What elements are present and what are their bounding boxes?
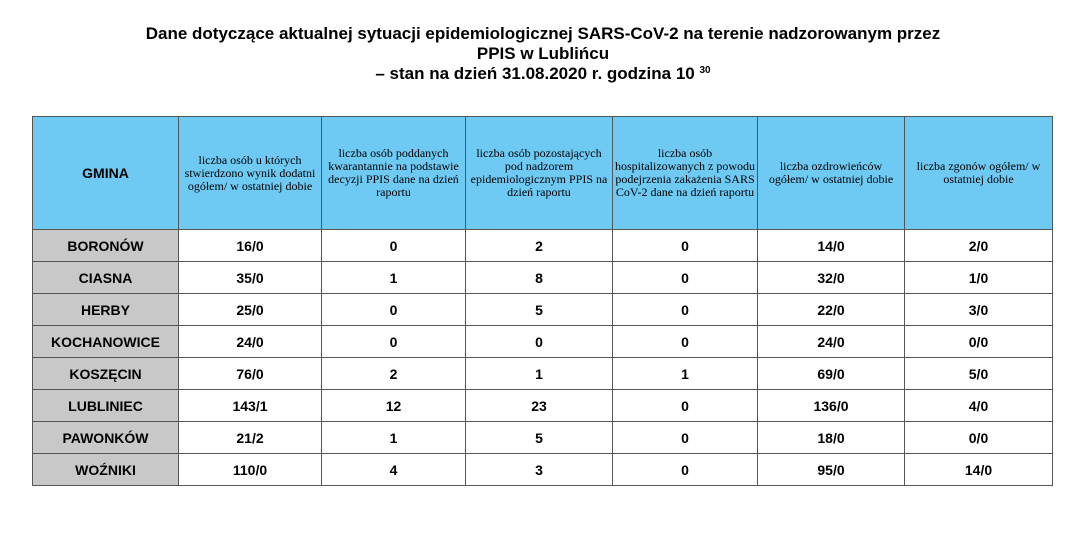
surveillance-cell: 5 (466, 422, 613, 454)
recovered-cell: 14/0 (758, 230, 905, 262)
quarantine-cell: 0 (322, 294, 466, 326)
table-row (33, 422, 1053, 454)
recovered-cell: 22/0 (758, 294, 905, 326)
surveillance-cell: 23 (466, 390, 613, 422)
surveillance-cell: 5 (466, 294, 613, 326)
recovered-cell: 24/0 (758, 326, 905, 358)
positive-cases-cell: 21/2 (179, 422, 322, 454)
positive-cases-cell: 143/1 (179, 390, 322, 422)
quarantine-cell: 12 (322, 390, 466, 422)
header-hospitalized: liczba osób hospitalizowanych z powodu podejrzenia zakażenia SARS CoV-2 dane na dzień raportu (613, 117, 758, 230)
deaths-cell: 0/0 (905, 326, 1053, 358)
header-quarantine: liczba osób poddanych kwarantannie na podstawie decyzji PPIS dane na dzień raportu (322, 117, 466, 230)
positive-cases-cell: 35/0 (179, 262, 322, 294)
title-line-1: Dane dotyczące aktualnej sytuacji epidemiologicznej SARS-CoV-2 na terenie nadzorowanym przez (145, 24, 941, 43)
gmina-cell: BORONÓW (33, 230, 179, 262)
hospitalized-cell: 0 (613, 230, 758, 262)
gmina-cell: KOCHANOWICE (33, 326, 179, 358)
deaths-cell: 1/0 (905, 262, 1053, 294)
quarantine-cell: 0 (322, 230, 466, 262)
header-deaths: liczba zgonów ogółem/ w ostatniej dobie (905, 117, 1053, 230)
table-row (33, 390, 1053, 422)
hospitalized-cell: 0 (613, 294, 758, 326)
quarantine-cell: 0 (322, 326, 466, 358)
header-gmina: GMINA (33, 117, 179, 230)
recovered-cell: 95/0 (758, 454, 905, 486)
header-surveillance: liczba osób pozostających pod nadzorem epidemiologicznym PPIS na dzień raportu (466, 117, 613, 230)
table-row (33, 454, 1053, 486)
hospitalized-cell: 0 (613, 422, 758, 454)
table-row (33, 294, 1053, 326)
deaths-cell: 4/0 (905, 390, 1053, 422)
table-row (33, 262, 1053, 294)
surveillance-cell: 2 (466, 230, 613, 262)
positive-cases-cell: 25/0 (179, 294, 322, 326)
recovered-cell: 32/0 (758, 262, 905, 294)
hospitalized-cell: 1 (613, 358, 758, 390)
table-header-row (33, 117, 1053, 230)
hospitalized-cell: 0 (613, 326, 758, 358)
deaths-cell: 2/0 (905, 230, 1053, 262)
title-line-3-text: – stan na dzień 31.08.2020 r. godzina 10 (375, 64, 695, 83)
gmina-cell: KOSZĘCIN (33, 358, 179, 390)
hospitalized-cell: 0 (613, 262, 758, 294)
gmina-cell: WOŹNIKI (33, 454, 179, 486)
surveillance-cell: 0 (466, 326, 613, 358)
recovered-cell: 18/0 (758, 422, 905, 454)
deaths-cell: 3/0 (905, 294, 1053, 326)
quarantine-cell: 1 (322, 422, 466, 454)
table-row (33, 230, 1053, 262)
gmina-cell: PAWONKÓW (33, 422, 179, 454)
gmina-cell: LUBLINIEC (33, 390, 179, 422)
header-positive-cases: liczba osób u których stwierdzono wynik dodatni ogółem/ w ostatniej dobie (179, 117, 322, 230)
deaths-cell: 5/0 (905, 358, 1053, 390)
positive-cases-cell: 110/0 (179, 454, 322, 486)
positive-cases-cell: 76/0 (179, 358, 322, 390)
hospitalized-cell: 0 (613, 454, 758, 486)
recovered-cell: 69/0 (758, 358, 905, 390)
surveillance-cell: 3 (466, 454, 613, 486)
gmina-cell: CIASNA (33, 262, 179, 294)
table-row (33, 358, 1053, 390)
recovered-cell: 136/0 (758, 390, 905, 422)
epidemiology-table (32, 116, 1053, 486)
page-title (0, 24, 1086, 84)
positive-cases-cell: 16/0 (179, 230, 322, 262)
deaths-cell: 0/0 (905, 422, 1053, 454)
header-recovered: liczba ozdrowieńców ogółem/ w ostatniej dobie (758, 117, 905, 230)
positive-cases-cell: 24/0 (179, 326, 322, 358)
gmina-cell: HERBY (33, 294, 179, 326)
table-row (33, 326, 1053, 358)
quarantine-cell: 2 (322, 358, 466, 390)
quarantine-cell: 1 (322, 262, 466, 294)
quarantine-cell: 4 (322, 454, 466, 486)
hospitalized-cell: 0 (613, 390, 758, 422)
surveillance-cell: 1 (466, 358, 613, 390)
surveillance-cell: 8 (466, 262, 613, 294)
title-time-minutes: 30 (699, 65, 711, 76)
title-line-2: PPIS w Lublińcu (476, 44, 610, 63)
title-line-3 (0, 64, 1086, 84)
deaths-cell: 14/0 (905, 454, 1053, 486)
